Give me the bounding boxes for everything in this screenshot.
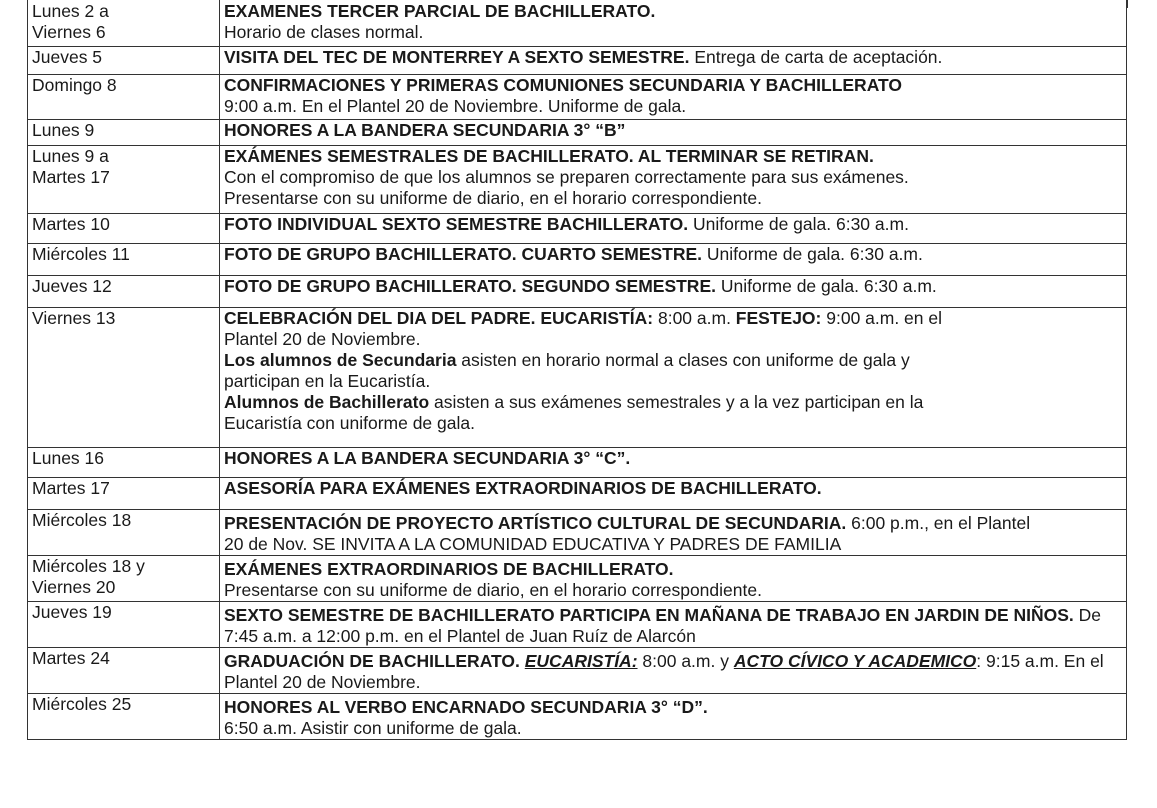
emphasis-text: GRADUACIÓN DE BACHILLERATO. — [224, 651, 525, 671]
date-line: Viernes 13 — [32, 308, 116, 328]
description-line — [224, 308, 1126, 329]
plain-text: participan en la Eucaristía. — [224, 371, 431, 391]
calendar-row — [28, 214, 1127, 244]
date-line: Miércoles 11 — [32, 244, 130, 264]
event-date — [28, 244, 220, 276]
calendar-body — [28, 0, 1127, 740]
plain-text: Con el compromiso de que los alumnos se preparen correctamente para sus exámenes. — [224, 167, 909, 187]
event-date — [28, 276, 220, 308]
date-line: Lunes 9 — [32, 120, 95, 140]
event-description — [220, 694, 1127, 740]
event-date — [28, 146, 220, 214]
description-line — [224, 371, 1126, 392]
description-line — [224, 605, 1126, 626]
plain-text: 7:45 a.m. a 12:00 p.m. en el Plantel de Juan Ruíz de Alarcón — [224, 626, 696, 646]
event-description — [220, 47, 1127, 75]
description-line — [224, 47, 1126, 68]
calendar-row — [28, 448, 1127, 478]
event-description — [220, 0, 1127, 47]
plain-text: Uniforme de gala. 6:30 a.m. — [688, 214, 909, 234]
event-description — [220, 146, 1127, 214]
calendar-row — [28, 694, 1127, 740]
event-date — [28, 120, 220, 146]
description-line — [224, 96, 1126, 117]
description-line — [224, 697, 1126, 718]
date-line: Lunes 2 a — [32, 1, 109, 21]
date-line: Miércoles 18 — [32, 510, 132, 530]
calendar-row — [28, 478, 1127, 510]
plain-text: Uniforme de gala. 6:30 a.m. — [715, 276, 937, 296]
calendar-row — [28, 648, 1127, 694]
emphasis-text: CONFIRMACIONES Y PRIMERAS COMUNIONES SECUNDARIA Y BACHILLERATO — [224, 75, 903, 95]
plain-text: De — [1073, 605, 1102, 625]
right-border — [1127, 0, 1128, 8]
description-line — [224, 350, 1126, 371]
emphasis-text: HONORES AL VERBO ENCARNADO SECUNDARIA 3° “D”. — [224, 697, 708, 717]
date-line: Jueves 5 — [32, 47, 103, 67]
calendar-row — [28, 47, 1127, 75]
calendar-table — [27, 0, 1127, 740]
date-line: Martes 24 — [32, 648, 110, 668]
event-description — [220, 648, 1127, 694]
emphasis-text: VISITA DEL TEC DE MONTERREY A SEXTO SEMESTRE. — [224, 47, 690, 67]
emphasis-text: PRESENTACIÓN DE PROYECTO ARTÍSTICO CULTURAL DE SECUNDARIA. — [224, 513, 847, 533]
event-date — [28, 0, 220, 47]
plain-text: 6:00 p.m., en el Plantel — [846, 513, 1031, 533]
calendar-row — [28, 276, 1127, 308]
emphasis-text: FOTO INDIVIDUAL SEXTO SEMESTRE BACHILLERATO. — [224, 214, 689, 234]
calendar-row — [28, 75, 1127, 120]
event-date — [28, 648, 220, 694]
plain-text: 8:00 a.m. — [653, 308, 736, 328]
description-line — [224, 559, 1126, 580]
description-line — [224, 120, 1126, 141]
event-date — [28, 478, 220, 510]
description-line — [224, 413, 1126, 434]
event-description — [220, 75, 1127, 120]
date-line: Miércoles 25 — [32, 694, 132, 714]
description-line — [224, 1, 1126, 22]
description-line — [224, 75, 1126, 96]
event-date — [28, 75, 220, 120]
plain-text: Presentarse con su uniforme de diario, en el horario correspondiente. — [224, 188, 762, 208]
plain-text: : 9:15 a.m. En el — [976, 651, 1104, 671]
event-description — [220, 556, 1127, 602]
emphasis-text: CELEBRACIÓN DEL DIA DEL PADRE. EUCARISTÍA: — [224, 308, 654, 328]
date-line: Martes 17 — [32, 478, 110, 498]
description-line — [224, 448, 1126, 469]
event-description — [220, 244, 1127, 276]
emphasis-text: HONORES A LA BANDERA SECUNDARIA 3° “B” — [224, 120, 626, 140]
emphasis-text: FESTEJO: — [735, 308, 822, 328]
emphasis-text: ASESORÍA PARA EXÁMENES EXTRAORDINARIOS DE BACHILLERATO. — [224, 478, 822, 498]
date-line: Miércoles 18 y — [32, 556, 145, 576]
plain-text: Entrega de carta de aceptación. — [689, 47, 943, 67]
description-line — [224, 276, 1126, 297]
plain-text: Horario de clases normal. — [224, 22, 424, 42]
event-date — [28, 694, 220, 740]
date-line: Domingo 8 — [32, 75, 117, 95]
emphasis-text: EXAMENES TERCER PARCIAL DE BACHILLERATO. — [224, 1, 656, 21]
description-line — [224, 580, 1126, 601]
description-line — [224, 188, 1126, 209]
description-line — [224, 651, 1126, 672]
description-line — [224, 329, 1126, 350]
plain-text: Uniforme de gala. 6:30 a.m. — [702, 244, 923, 264]
description-line — [224, 392, 1126, 413]
calendar-row — [28, 146, 1127, 214]
description-line — [224, 167, 1126, 188]
emphasis-text: FOTO DE GRUPO BACHILLERATO. SEGUNDO SEMESTRE. — [224, 276, 716, 296]
emphasis-text: SEXTO SEMESTRE DE BACHILLERATO PARTICIPA EN MAÑANA DE TRABAJO EN JARDIN DE NIÑOS. — [224, 605, 1074, 625]
date-line: Jueves 19 — [32, 602, 112, 622]
date-line: Martes 10 — [32, 214, 110, 234]
event-description — [220, 448, 1127, 478]
plain-text: asisten a sus exámenes semestrales y a la vez participan en la — [429, 392, 924, 412]
description-line — [224, 478, 1126, 499]
calendar-row — [28, 602, 1127, 648]
description-line — [224, 244, 1126, 265]
description-line — [224, 146, 1126, 167]
date-line: Viernes 6 — [32, 22, 106, 42]
plain-text: 20 de Nov. SE INVITA A LA COMUNIDAD EDUCATIVA Y PADRES DE FAMILIA — [224, 534, 842, 554]
emphasis-text: ACTO CÍVICO Y ACADEMICO — [733, 651, 977, 671]
plain-text: Plantel 20 de Noviembre. — [224, 672, 421, 692]
date-line: Martes 17 — [32, 167, 110, 187]
emphasis-text: Los alumnos de Secundaria — [224, 350, 457, 370]
emphasis-text: HONORES A LA BANDERA SECUNDARIA 3° “C”. — [224, 448, 631, 468]
calendar-row — [28, 244, 1127, 276]
description-line — [224, 22, 1126, 43]
date-line: Lunes 16 — [32, 448, 105, 468]
calendar-row — [28, 308, 1127, 448]
plain-text: asisten en horario normal a clases con uniforme de gala y — [456, 350, 910, 370]
plain-text: Presentarse con su uniforme de diario, en el horario correspondiente. — [224, 580, 762, 600]
date-line: Viernes 20 — [32, 577, 116, 597]
date-line: Lunes 9 a — [32, 146, 109, 166]
emphasis-text: EUCARISTÍA: — [524, 651, 638, 671]
emphasis-text: FOTO DE GRUPO BACHILLERATO. CUARTO SEMESTRE. — [224, 244, 703, 264]
description-line — [224, 513, 1126, 534]
plain-text: 9:00 a.m. en el — [821, 308, 943, 328]
event-description — [220, 602, 1127, 648]
event-description — [220, 510, 1127, 556]
emphasis-text: EXÁMENES EXTRAORDINARIOS DE BACHILLERATO. — [224, 559, 674, 579]
calendar-row — [28, 556, 1127, 602]
description-line — [224, 672, 1126, 693]
description-line — [224, 534, 1126, 555]
event-description — [220, 214, 1127, 244]
event-description — [220, 276, 1127, 308]
description-line — [224, 214, 1126, 235]
event-date — [28, 556, 220, 602]
calendar-row — [28, 0, 1127, 47]
event-date — [28, 308, 220, 448]
calendar-row — [28, 510, 1127, 556]
plain-text: Plantel 20 de Noviembre. — [224, 329, 421, 349]
event-description — [220, 308, 1127, 448]
calendar-row — [28, 120, 1127, 146]
emphasis-text: EXÁMENES SEMESTRALES DE BACHILLERATO. AL TERMINAR SE RETIRAN. — [224, 146, 874, 166]
event-date — [28, 47, 220, 75]
emphasis-text: Alumnos de Bachillerato — [224, 392, 430, 412]
event-date — [28, 510, 220, 556]
event-description — [220, 120, 1127, 146]
plain-text: 6:50 a.m. Asistir con uniforme de gala. — [224, 718, 522, 738]
plain-text: Eucaristía con uniforme de gala. — [224, 413, 475, 433]
plain-text: 9:00 a.m. En el Plantel 20 de Noviembre. Uniforme de gala. — [224, 96, 687, 116]
description-line — [224, 626, 1126, 647]
event-date — [28, 602, 220, 648]
event-date — [28, 448, 220, 478]
event-date — [28, 214, 220, 244]
date-line: Jueves 12 — [32, 276, 112, 296]
plain-text: 8:00 a.m. y — [637, 651, 734, 671]
description-line — [224, 718, 1126, 739]
event-description — [220, 478, 1127, 510]
